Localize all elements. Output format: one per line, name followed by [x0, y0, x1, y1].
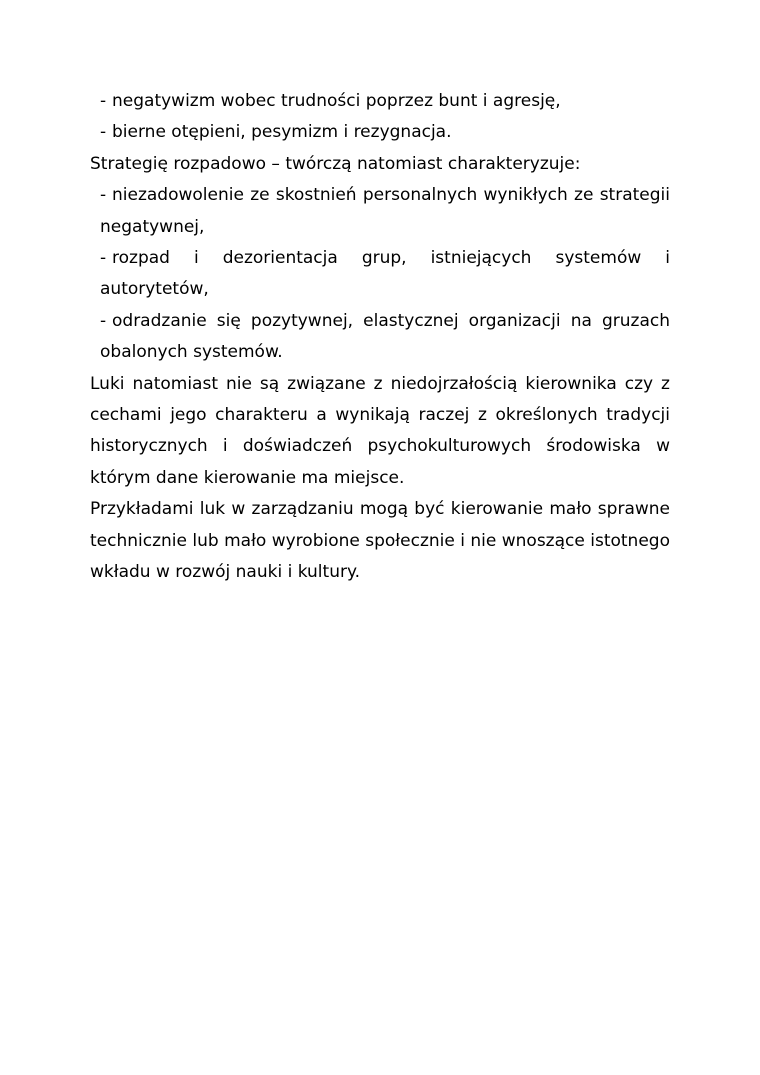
list-item [90, 306, 670, 369]
list-item-text: bierne otępieni, pesymizm i rezygnacja. [112, 122, 452, 143]
list-item-text: negatywizm wobec trudności poprzez bunt i agresję, [112, 91, 561, 111]
list-item [90, 117, 670, 148]
list-item [90, 86, 670, 117]
paragraph-examples: Przykładami luk w zarządzaniu mogą być kierowanie mało sprawne technicznie lub mało wyrobione społecznie i nie wnoszące istotnego wkładu w rozwój nauki i kultury. [90, 499, 670, 583]
bullet-dash: - [100, 122, 107, 143]
bullet-dash: - [100, 310, 107, 331]
bullet-dash: - [100, 91, 107, 111]
paragraph-luki: Luki natomiast nie są związane z niedojrzałością kierownika czy z cechami jego charakteru a wynikają raczej z określonych tradycji historycznych i doświadczeń psychokulturowych środowiska w którym dane kierowanie ma miejsce. [90, 373, 670, 488]
list-item [90, 180, 670, 243]
document-page [90, 86, 670, 589]
list-item-text: odradzanie się pozytywnej, elastycznej organizacji na gruzach obalonych systemów. [100, 310, 670, 363]
bullet-dash: - [100, 248, 107, 269]
list-item-text: rozpad i dezorientacja grup, istniejących systemów i autorytetów, [100, 248, 670, 300]
bullet-dash: - [100, 185, 107, 206]
list-item-text: niezadowolenie ze skostnień personalnych wynikłych ze strategii negatywnej, [100, 185, 670, 237]
section-intro: Strategię rozpadowo – twórczą natomiast charakteryzuje: [90, 153, 581, 174]
list-item [90, 243, 670, 306]
